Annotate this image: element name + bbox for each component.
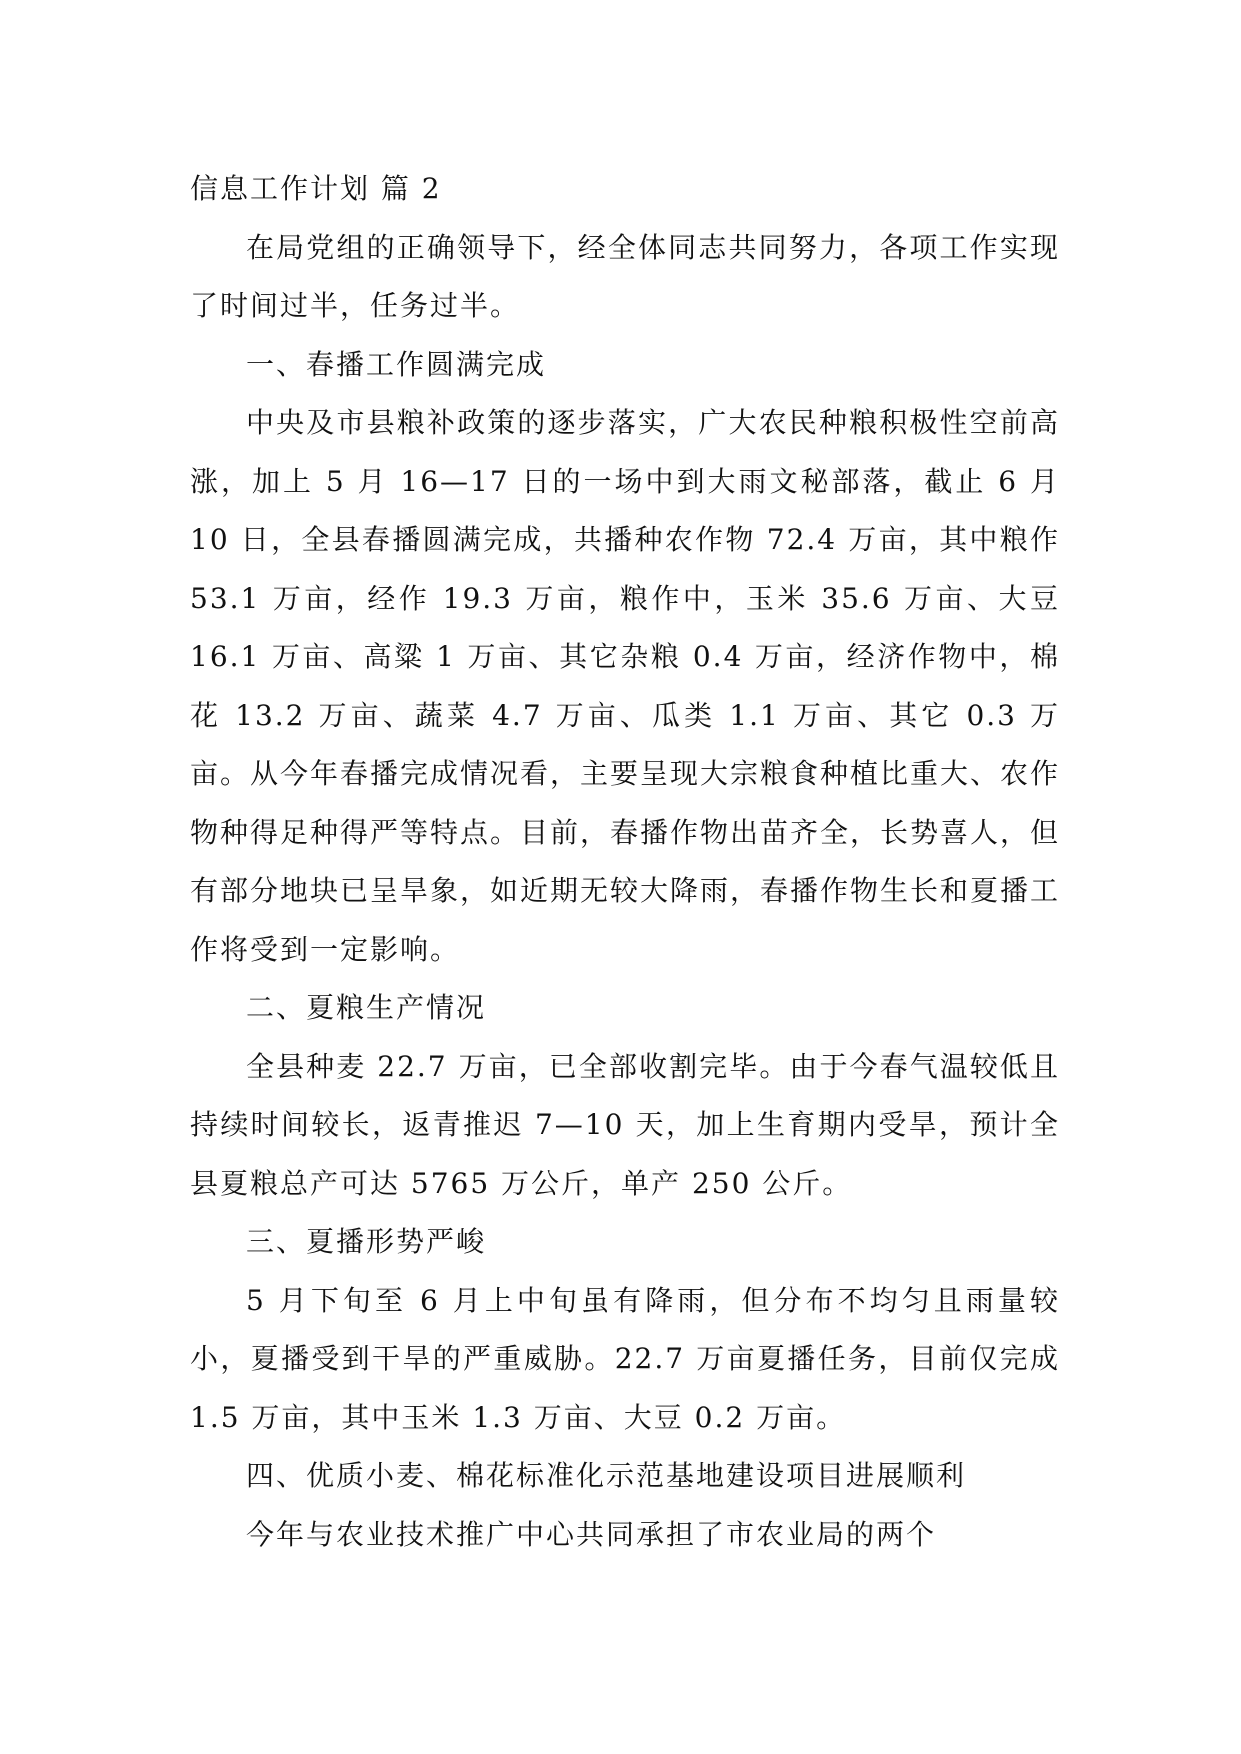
paragraph-summer-sowing: 5 月下旬至 6 月上中旬虽有降雨，但分布不均匀且雨量较小，夏播受到干旱的严重威胁。22.7 万亩夏播任务，目前仅完成 1.5 万亩，其中玉米 1.3 万亩、大豆 0.2 万亩。 [190, 1283, 1060, 1434]
paragraph-spring-sowing: 中央及市县粮补政策的逐步落实，广大农民种粮积极性空前高涨，加上 5 月 16—17 日的一场中到大雨文秘部落，截止 6 月 10 日，全县春播圆满完成，共播种农作物 72.4 万亩，其中粮作 53.1 万亩，经作 19.3 万亩，粮作中，玉米 35.6 万亩、大豆 16.1 万亩、高粱 1 万亩、其它杂粮 0.4 万亩，经济作物中，棉花 13.2 万亩、蔬菜 4.7 万亩、瓜类 1.1 万亩、其它 0.3 万亩。从今年春播完成情况看，主要呈现大宗粮食种植比重大、农作物种得足种得严等特点。目前，春播作物出苗齐全，长势喜人，但有部分地块已呈旱象，如近期无较大降雨，春播作物生长和夏播工作将受到一定影响。 [190, 406, 1061, 966]
paragraph-intro: 在局党组的正确领导下，经全体同志共同努力，各项工作实现了时间过半，任务过半。 [190, 230, 1060, 322]
document-title: 信息工作计划 篇 2 [190, 172, 442, 205]
section-heading-2: 二、夏粮生产情况 [246, 991, 487, 1024]
paragraph-summer-grain: 全县种麦 22.7 万亩，已全部收割完毕。由于今春气温较低且持续时间较长，返青推迟 7—10 天，加上生育期内受旱，预计全县夏粮总产可达 5765 万公斤，单产 250 公斤。 [190, 1049, 1060, 1200]
paragraph-demo-base: 今年与农业技术推广中心共同承担了市农业局的两个 [246, 1517, 937, 1551]
section-heading-4: 四、优质小麦、棉花标准化示范基地建设项目进展顺利 [246, 1459, 967, 1492]
document-body [190, 160, 1060, 1564]
section-heading-1: 一、春播工作圆满完成 [246, 347, 547, 381]
section-heading-3: 三、夏播形势严峻 [246, 1225, 487, 1258]
